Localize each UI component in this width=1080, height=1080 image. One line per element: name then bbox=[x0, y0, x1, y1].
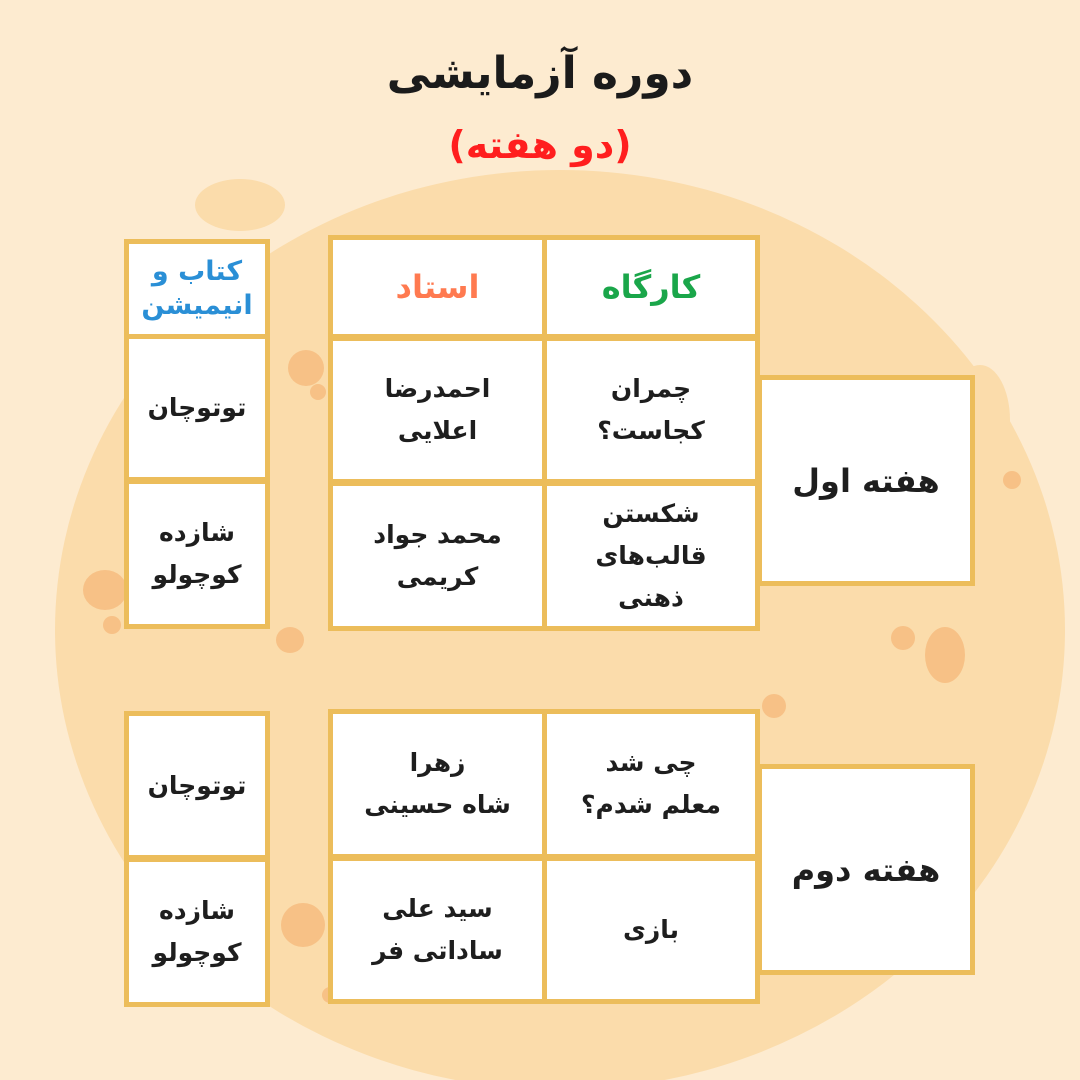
background-spot bbox=[281, 903, 325, 947]
week1-workshop-2: شکستن قالب‌های ذهنی bbox=[542, 481, 760, 631]
background-blob-top bbox=[195, 179, 285, 231]
background-spot bbox=[288, 350, 324, 386]
background-spot bbox=[310, 384, 326, 400]
header-workshop: کارگاه bbox=[542, 235, 760, 339]
week2-workshop-1: چی شد معلم شدم؟ bbox=[542, 709, 760, 859]
week1-book-1: توتوچان bbox=[124, 334, 270, 482]
week2-label: هفته دوم bbox=[757, 764, 975, 975]
week1-workshop-1: چمران کجاست؟ bbox=[542, 336, 760, 484]
background-spot bbox=[1003, 471, 1021, 489]
week1-teacher-1: احمدرضا اعلایی bbox=[328, 336, 547, 484]
week1-book-2: شازده کوچولو bbox=[124, 479, 270, 629]
week2-book-1: توتوچان bbox=[124, 711, 270, 860]
background-spot bbox=[83, 570, 127, 610]
background-spot bbox=[762, 694, 786, 718]
week2-teacher-2: سید علی ساداتی فر bbox=[328, 856, 547, 1004]
week2-teacher-1: زهرا شاه حسینی bbox=[328, 709, 547, 859]
week1-teacher-2: محمد جواد کریمی bbox=[328, 481, 547, 631]
page-title: دوره آزمایشی bbox=[386, 48, 694, 99]
background-spot bbox=[103, 616, 121, 634]
week2-workshop-2: بازی bbox=[542, 856, 760, 1004]
week1-label: هفته اول bbox=[757, 375, 975, 586]
background-spot bbox=[891, 626, 915, 650]
background-spot bbox=[276, 627, 304, 653]
week2-book-2: شازده کوچولو bbox=[124, 857, 270, 1007]
page-subtitle: (دو هفته) bbox=[448, 123, 632, 167]
header-teacher: استاد bbox=[328, 235, 547, 339]
header-books: کتاب و انیمیشن bbox=[124, 239, 270, 339]
background-spot bbox=[925, 627, 965, 683]
